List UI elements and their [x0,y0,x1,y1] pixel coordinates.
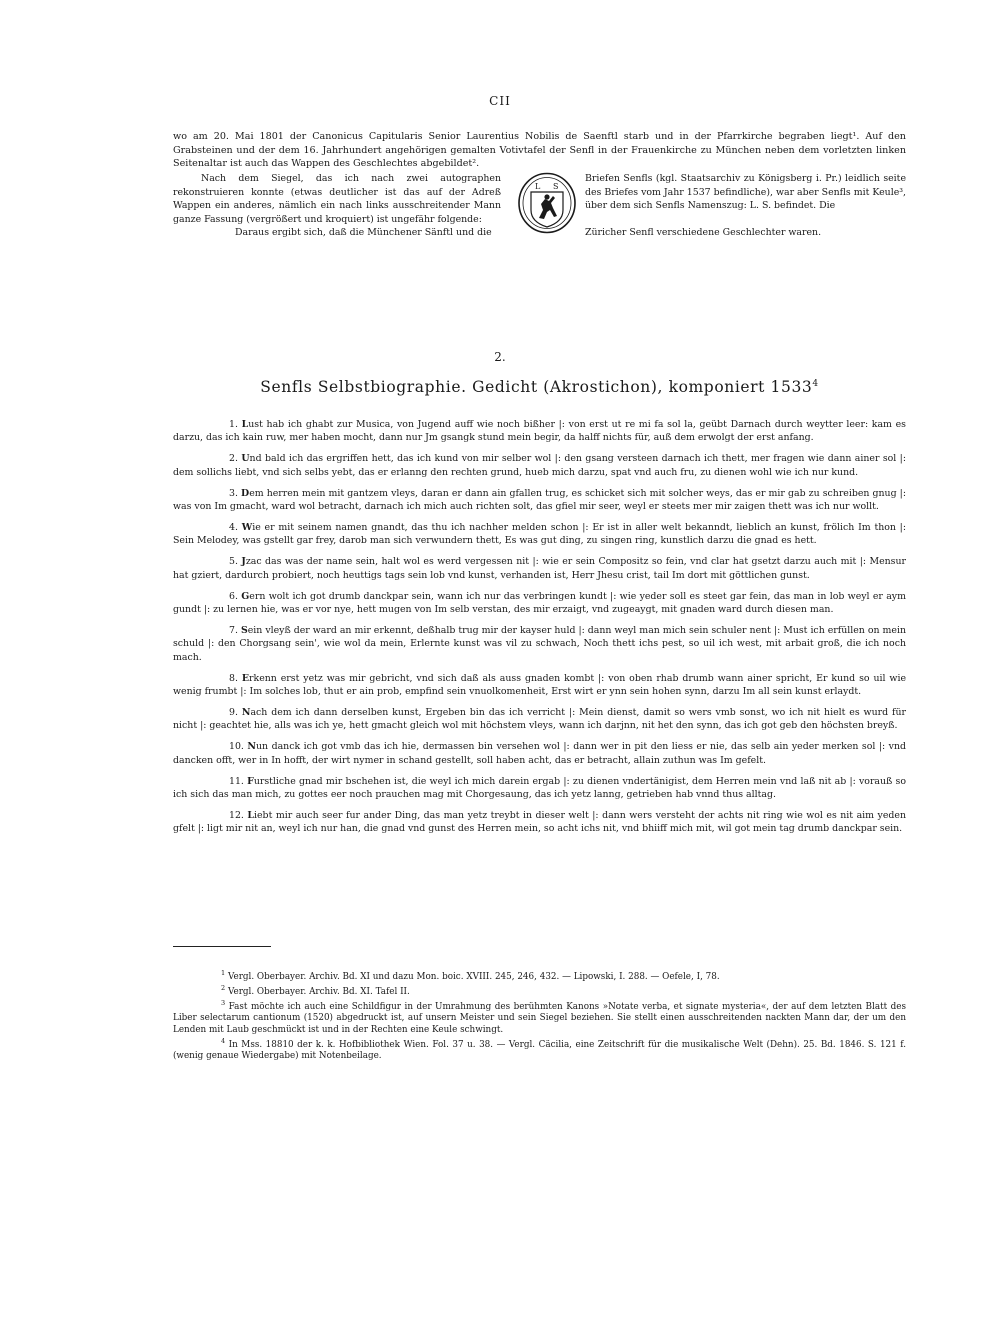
stanza-initial: S [240,624,248,636]
intro-paragraph: wo am 20. Mai 1801 der Canonicus Capitularis Senior Laurentius Nobilis de Saenftl starb und in der Pfarrkirche begraben liegt¹. Auf den Grabsteinen und der dem 16. Jahrhundert angehörigen gemalten Votivtafel der Senfl in der Frauenkirche zu München neben dem vorletzten linken Seitenaltar ist auch das Wappen des Geschlechtes abgebildet². [173,131,906,169]
stanza-initial: F [247,775,254,787]
stanza [173,624,906,664]
footnote-number: 1 [221,969,226,977]
stanza [173,418,906,445]
stanza [173,775,906,802]
stanza-initial: L [241,419,249,430]
stanza-text: ust hab ich ghabt zur Musica, von Jugend auff wie noch bißher |: von erst ut re mi fa sol la, geübt Darnach durch weytter leer: kam es darzu, das ich kain ruw, mer haben mocht, dann nur Jm gsangk stund mein begir, da halff nichts für, auß dem erwolgt der erst anfang. [173,419,906,444]
seal-initial-right: S [553,182,559,191]
section-title [173,378,906,396]
footnote [173,998,906,1036]
footnote [173,983,906,998]
seal-initial-left: L [535,182,541,191]
stanza [173,555,906,582]
coat-of-arms-seal [517,172,577,234]
left-column-paragraph-2: Daraus ergibt sich, daß die Münchener Sänftl und die [235,227,492,238]
stanza-text: urstliche gnad mir bschehen ist, die weyl ich mich darein ergab |: zu dienen vndertänigist, dem Herren mein vnd laß nit ab |: vorauß so ich sich das man mich, zu gottes eer noch prauchen mag mit Chorgesaung, das ich yetz lanng, getrieben hab vnnd thus alltag. [173,775,907,800]
stanza [173,809,906,836]
section-title-footnote-ref: 4 [812,378,819,389]
section-number: 2. [494,350,506,364]
footnotes [173,968,906,1062]
stanza-text: ach dem ich dann derselben kunst, Ergeben bin das ich verricht |: Mein dienst, damit so wers vmb sonst, wo ich nit hielt es wurd für nicht |: geachtet hie, alls was ich ye, hett gmacht gleich wol mit höchstem vleys, wann ich darjnn, nit het den synn, das ich got geb den höchsten breyß. [173,706,906,732]
stanza-initial: N [247,741,256,753]
stanza-number: 9. [229,706,238,718]
stanza-text: iebt mir auch seer fur ander Ding, das man yetz treybt in dieser welt |: dann wers versteht der achts nit ring wie wol es nit aim yeden gfelt |: ligt mir nit an, weyl ich nur han, die gnad vnd gunst des Herren mein, so acht ichs nit, vnd bhiiff mich mit, wil got mein tag drumb danckpar sein. [173,809,906,835]
stanza [173,487,906,514]
stanza-number: 6. [229,590,238,602]
seal-icon [517,172,577,234]
section-title-text: Senfls Selbstbiographie. Gedicht (Akrostichon), komponiert 1533 [260,378,813,396]
stanza-number: 2. [229,453,238,465]
stanza-number: 10. [229,741,244,753]
stanza-initial: W [241,521,253,533]
footnote-text: Vergl. Oberbayer. Archiv. Bd. XI. Tafel II. [227,987,410,998]
right-column [585,172,906,240]
stanza [173,590,906,617]
poem-stanzas [173,418,906,843]
stanza-text: ern wolt ich got drumb danckpar sein, wann ich nur das verbringen kundt |: wie yeder soll es steet gar fein, das man in lob weyl er aym gundt |: zu lernen hie, was er vor nye, hett mugen von Im selb verstan, des mir erzaigt, vnd zugeaygt, mit gnaden ward durch diesen man. [173,590,906,615]
footnote-number: 2 [221,984,226,993]
left-column-paragraph: Nach dem Siegel, das ich nach zwei autographen rekonstruieren konnte (etwas deutlicher ist das auf der Adreß Wappen ein anderes, nämlich ein nach links ausschreitender Mann ganze Fassung (vergrößert und kroquiert) ist ungefähr folgende: [173,173,501,225]
stanza-number: 4. [229,521,238,533]
footnote-divider [173,946,271,947]
stanza-number: 11. [229,775,244,787]
stanza [173,452,906,479]
stanza-number: 8. [229,672,238,684]
footnote-text: Vergl. Oberbayer. Archiv. Bd. XI und dazu Mon. boic. XVIII. 245, 246, 432. — Lipowski, I. 288. — Oefele, I, 78. [227,971,720,982]
stanza-text: un danck ich got vmb das ich hie, dermassen bin versehen wol |: dann wer in pit den liess er nie, das selb ain yeder merken sol |: vnd dancken offt, wer in In hofft, der wirt nymer in schand gestellt, soll haben acht, das er betracht, allain zuthun was Im gefelt. [173,741,906,766]
stanza-initial: G [241,590,250,602]
footnote-number: 3 [221,999,226,1008]
stanza-text: ie er mit seinem namen gnandt, das thu ich nachher melden schon |: Er ist in aller welt bekanndt, lieblich an kunst, frölich Im thon |: Sein Melodey, was gstellt gar frey, darob man sich verwundern thett, Es was gut ding, zu singen ring, kunstlich darzu die gnad es hett. [173,521,907,547]
footnote-number: 4 [221,1036,226,1045]
stanza-initial: L [247,809,255,821]
right-column-paragraph-2: Züricher Senfl verschiedene Geschlechter waren. [585,227,822,238]
stanza [173,521,906,548]
stanza-text: ein vleyß der ward an mir erkennt, deßhalb trug mir der kayser huld |: dann weyl man mich sein schuler nent |: Must ich erfüllen on mein schuld |: den Chorgsang sein', wie wol da mein, Erlernte kunst was vil zu schwach, Noch thett ichs pest, so uil ich west, mit arbait groß, die ich noch mach. [173,624,906,663]
footnote [173,968,906,983]
stanza-number: 5. [229,556,238,568]
stanza-initial: J [241,556,246,568]
stanza-text: nd bald ich das ergriffen hett, das ich kund von mir selber wol |: den gsang versteen darnach ich thett, mer fragen wie dann ainer sol |: dem sollichs liebt, vnd sich selbs yebt, das er erlanng den rechten grund, hueb mich darzu, spat vnd auch fru, zu dienen wohl wie ich nur kund. [173,453,907,478]
stanza-number: 1. [229,419,238,430]
stanza-initial: N [241,706,251,718]
left-column [173,172,501,240]
stanza [173,740,906,767]
right-column-paragraph: Briefen Senfls (kgl. Staatsarchiv zu Königsberg i. Pr.) leidlich seite des Briefes vom Jahr 1537 befindliche), war aber Senfls mit Keule³, über dem sich Senfls Namenszug: L. S. befindet. Die [585,173,906,211]
stanza-text: rkenn erst yetz was mir gebricht, vnd sich daß als auss gnaden kombt |: von oben rhab drumb wann ainer spricht, Er kund so uil wie wenig frumbt |: Im solches lob, thut er ain prob, empfind sein vnuolkomenheit, Erst wirt er ynn sein hohen synn, darzu Im all sein kunst erlaydt. [173,672,907,697]
stanza-initial: E [241,672,250,684]
stanza-text: em herren mein mit gantzem vleys, daran er dann ain gfallen trug, es schicket sich mit solcher weys, das er mir gab zu schreiben gnug |: was von Im gmacht, ward wol betracht, darnach ich mich auch richten solt, das gfiel mir seer, weyl er steets mer mir zaigen thett was ich nur wollt. [173,487,906,513]
footnote [173,1036,906,1062]
stanza [173,672,906,699]
stanza-number: 12. [229,809,244,821]
page-number: CII [489,94,511,108]
stanza-text: zac das was der name sein, halt wol es werd vergessen nit |: wie er sein Compositz so fein, vnd clar hat gsetzt darzu auch mit |: Mensur hat gziert, dardurch probiert, noch heuttigs tags sein lob vnd kunst, verhanden ist, Herr Jhesu crist, tail Im dort mit göttlichen gunst. [173,556,906,581]
stanza-initial: D [241,487,250,499]
stanza-initial: U [241,453,250,465]
stanza-number: 3. [229,487,238,499]
footnote-text: Fast möchte ich auch eine Schildfigur in der Umrahmung des berühmten Kanons »Notate verba, et signate mysteria«, der auf dem letzten Blatt des Liber selectarum cantionum (1520) abgedruckt ist, auf unsern Meister und sein Siegel beziehen. Sie stellt einen ausschreitenden nackten Mann dar, der um den Lenden mit Laub geschmückt ist und in der Rechten eine Keule schwingt. [173,1002,907,1035]
stanza-number: 7. [229,624,238,636]
stanza [173,706,906,733]
footnote-text: In Mss. 18810 der k. k. Hofbibliothek Wien. Fol. 37 u. 38. — Vergl. Cäcilia, eine Zeitschrift für die musikalische Welt (Dehn). 25. Bd. 1846. S. 121 f. (wenig genaue Wiedergabe) mit Notenbeilage. [173,1039,906,1061]
